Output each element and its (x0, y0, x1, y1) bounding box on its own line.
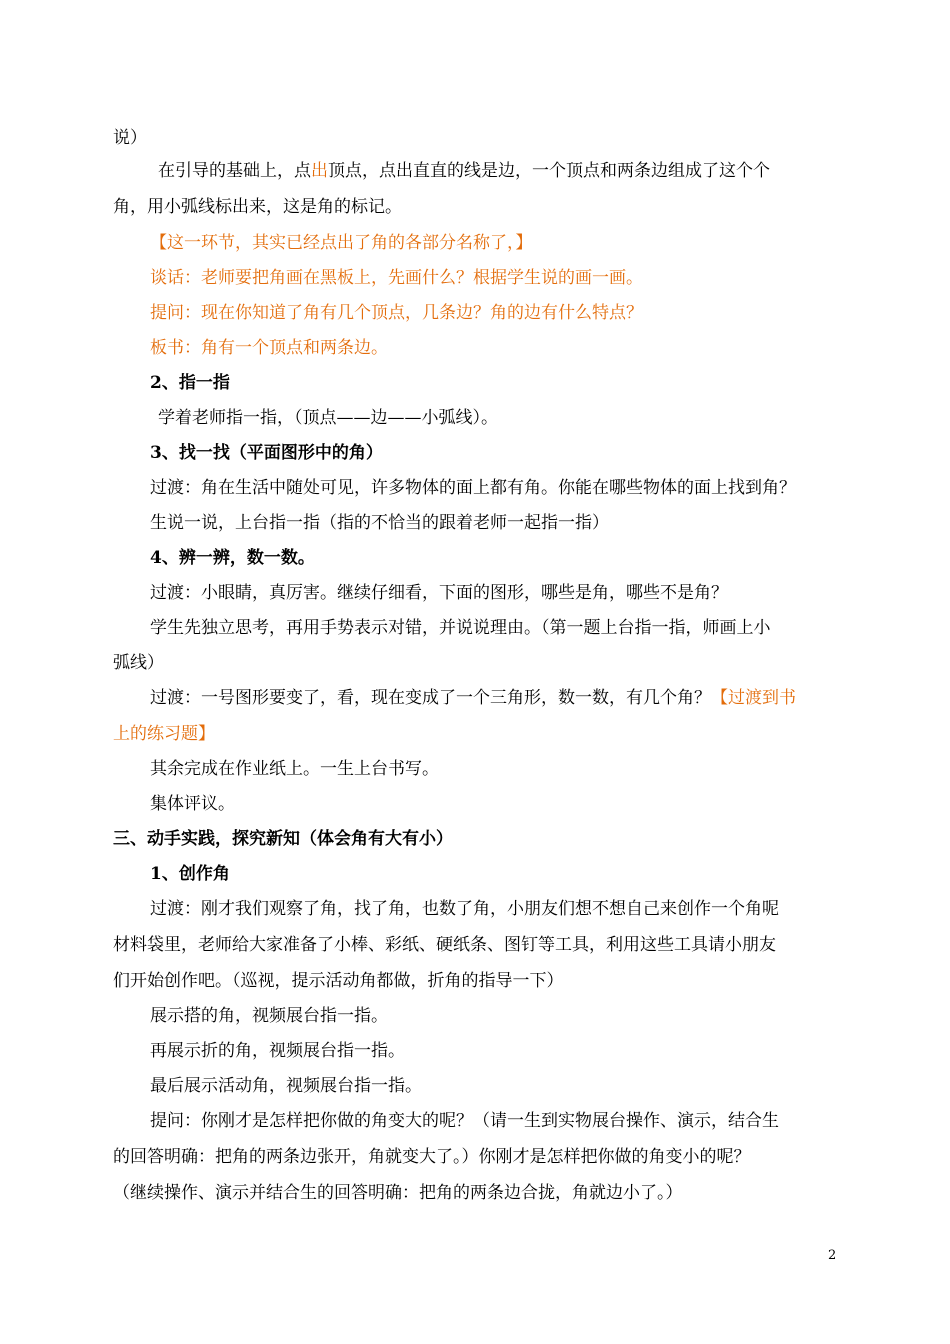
section-heading: 三、动手实践，探究新知（体会角有大有小） (113, 829, 453, 849)
text-line: 再展示折的角，视频展台指一指。 (150, 1041, 405, 1061)
text-line: 生说一说，上台指一指（指的不恰当的跟着老师一起指一指） (150, 513, 609, 533)
text-line: 最后展示活动角，视频展台指一指。 (150, 1076, 422, 1096)
text-line: 学生先独立思考，再用手势表示对错，并说说理由。（第一题上台指一指，师画上小 (150, 618, 771, 638)
text-line: 们开始创作吧。（巡视，提示活动角都做，折角的指导一下） (113, 971, 564, 991)
text-line: （继续操作、演示并结合生的回答明确：把角的两条边合拢，角就边小了。） (113, 1183, 683, 1203)
text-line: 说） (113, 128, 147, 148)
text-line: 材料袋里，老师给大家准备了小棒、彩纸、硬纸条、图钉等工具，利用这些工具请小朋友 (113, 935, 776, 955)
text-line: 学着老师指一指，（顶点——边——小弧线）。 (158, 408, 498, 428)
text-line (150, 687, 843, 709)
highlight-line: 板书：角有一个顶点和两条边。 (150, 338, 388, 358)
text-line: 过渡：小眼睛，真厉害。继续仔细看，下面的图形，哪些是角，哪些不是角？ (150, 583, 728, 603)
text-line: 其余完成在作业纸上。一生上台书写。 (150, 759, 439, 779)
text-line: 展示搭的角，视频展台指一指。 (150, 1006, 388, 1026)
highlight-note: 【这一环节，其实已经点出了角的各部分名称了，】 (150, 233, 533, 253)
text-span: 顶点，点出直直的线是边，一个顶点和两条边组成了这个个 (328, 161, 770, 181)
highlight-line: 上的练习题】 (113, 724, 215, 744)
page-number: 2 (828, 1248, 837, 1263)
text-line: 集体评议。 (150, 794, 235, 814)
section-heading: 1、创作角 (150, 864, 230, 884)
text-span: 过渡：一号图形要变了，看，现在变成了一个三角形，数一数，有几个角？ (150, 688, 711, 708)
text-line (158, 160, 843, 182)
highlight-line: 提问：现在你知道了角有几个顶点，几条边？角的边有什么特点？ (150, 303, 643, 323)
text-line: 提问：你刚才是怎样把你做的角变大的呢？（请一生到实物展台操作、演示，结合生 (150, 1111, 779, 1131)
text-line: 的回答明确：把角的两条边张开，角就变大了。）你刚才是怎样把你做的角变小的呢？ (113, 1147, 751, 1167)
highlight-span: 【过渡到书 (711, 688, 796, 708)
section-heading: 2、指一指 (150, 373, 230, 393)
highlight-span: 出 (311, 161, 328, 181)
text-line: 过渡：角在生活中随处可见，许多物体的面上都有角。你能在哪些物体的面上找到角？ (150, 478, 796, 498)
text-line: 过渡：刚才我们观察了角，找了角，也数了角，小朋友们想不想自己来创作一个角呢 (150, 899, 779, 919)
section-heading: 3、找一找（平面图形中的角） (150, 443, 383, 463)
highlight-line: 谈话：老师要把角画在黑板上，先画什么？根据学生说的画一画。 (150, 268, 643, 288)
text-span: 在引导的基础上，点 (158, 161, 311, 181)
text-line: 角，用小弧线标出来，这是角的标记。 (113, 197, 402, 217)
text-line: 弧线） (113, 653, 164, 673)
section-heading: 4、辨一辨，数一数。 (150, 548, 315, 568)
